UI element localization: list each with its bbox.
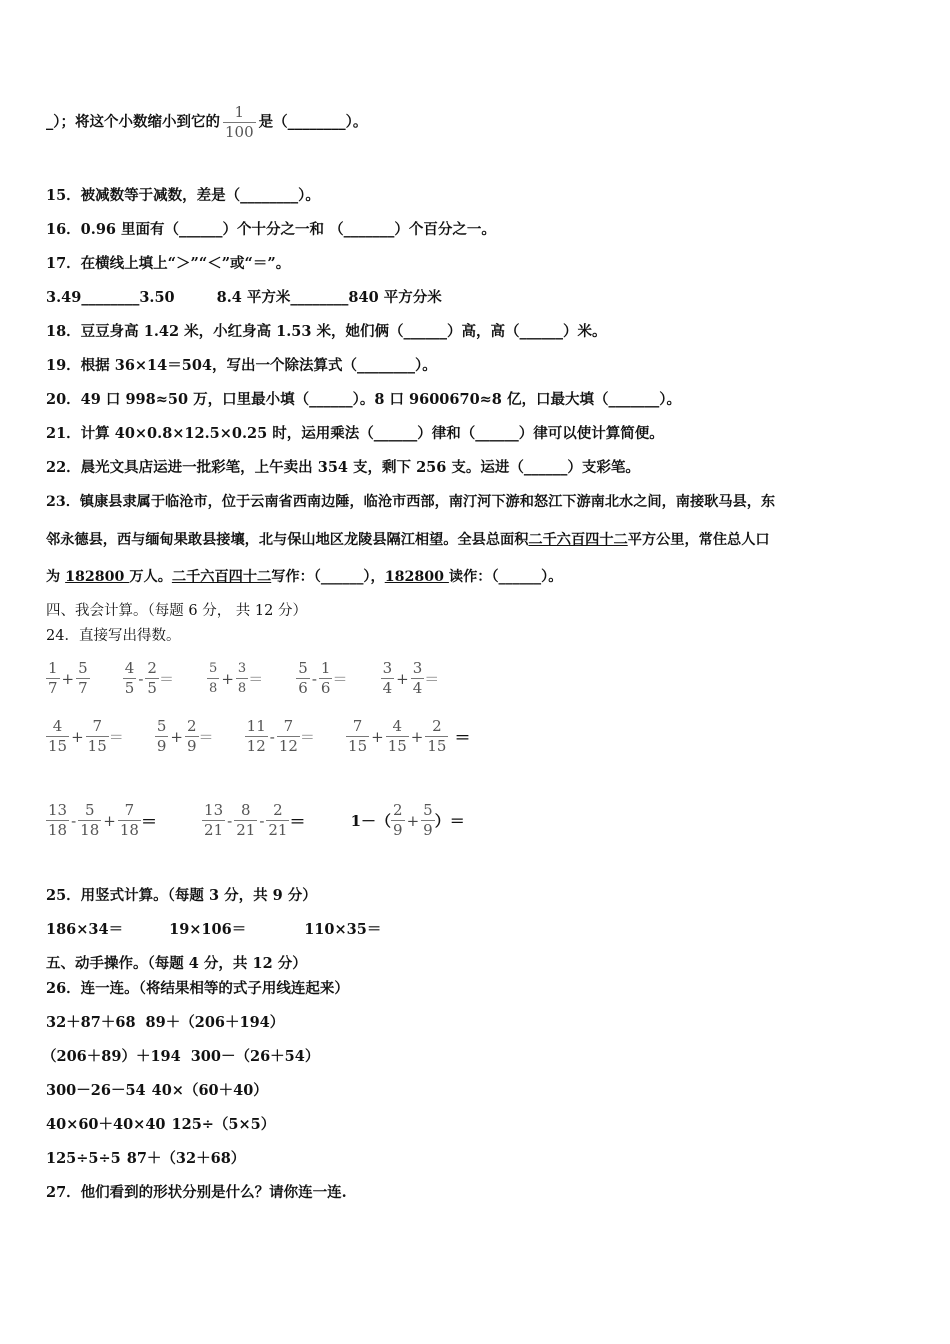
- fraction: $\frac{5}{9}$: [423, 801, 433, 839]
- expr: $\frac{4}{15}$ + $\frac{7}{15}$ ＝: [48, 717, 124, 755]
- fraction: $\frac{5}{6}$: [298, 659, 308, 697]
- fraction: $\frac{1}{6}$: [320, 659, 331, 697]
- question-17: 17．在横线上填上“＞”“＜”或“＝”。: [46, 255, 291, 272]
- fraction: $\frac{7}{12}$: [278, 717, 298, 755]
- match-row-5: 125÷5÷5 87＋（32＋68）: [46, 1150, 246, 1167]
- area-underlined-2: 二千六百四十二: [171, 569, 272, 585]
- expr: $\frac{3}{4}$ + $\frac{3}{4}$ ＝: [382, 659, 440, 697]
- question-23-line-1: 23．镇康县隶属于临沧市，位于云南省西南边陲，临沧市西部，南汀河下游和怒江下游南北水之间，南接耿马县，东: [46, 494, 776, 510]
- q14-suffix: 是（________）。: [258, 113, 368, 131]
- expr: $\frac{5}{6}$ - $\frac{1}{6}$ ＝: [298, 659, 348, 697]
- fraction: $\frac{2}{9}$: [393, 801, 403, 839]
- compare-item-1: 3.49________3.50: [46, 289, 175, 306]
- population-underlined-2: 182800: [384, 569, 449, 585]
- q14-tail: [46, 104, 367, 141]
- fraction: $\frac{13}{18}$: [48, 801, 68, 839]
- match-row-3: 300－26－54 40×（60＋40）: [46, 1082, 268, 1099]
- match-row-1: 32＋87＋68 89＋（206＋194）: [46, 1014, 285, 1031]
- question-25-items: 186×34＝ 19×106＝ 110×35＝: [46, 921, 382, 938]
- fraction: $\frac{5}{7}$: [78, 659, 88, 697]
- calc-row-2: [46, 718, 470, 755]
- fraction: $\frac{7}{18}$: [119, 801, 139, 839]
- expr: $\frac{7}{15}$ + $\frac{4}{15}$ + $\frac{2}{15}$ ＝: [348, 717, 471, 755]
- question-19: 19．根据 36×14＝504，写出一个除法算式（________）。: [46, 357, 437, 374]
- section-4-heading: 四、我会计算。（每题 6 分， 共 12 分）: [46, 603, 307, 619]
- question-26: 26．连一连。（将结果相等的式子用线连起来）: [46, 980, 349, 997]
- compare-item-2: 8.4 平方米________840 平方分米: [216, 289, 442, 306]
- question-23-line-3: 为 182800 万人。二千六百四十二写作：（______），182800 读作：（______）。: [46, 569, 563, 585]
- question-23-line-2: 邻永德县，西与缅甸果敢县接壤，北与保山地区龙陵县隔江相望。全县总面积二千六百四十二平方公里，常住总人口: [46, 532, 770, 548]
- fraction-1-100: $\frac{1}{100}$: [225, 103, 254, 141]
- expr: $\frac{13}{18}$ - $\frac{5}{18}$ + $\frac{7}{18}$ ＝: [48, 801, 157, 839]
- question-22: 22．晨光文具店运进一批彩笔，上午卖出 354 支，剩下 256 支。运进（______）支彩笔。: [46, 459, 640, 476]
- expr: $\frac{4}{5}$ - $\frac{2}{5}$ ＝: [124, 659, 174, 697]
- fraction: $\frac{13}{21}$: [204, 801, 224, 839]
- fraction: $\frac{7}{15}$: [348, 717, 368, 755]
- area-underlined: 二千六百四十二: [528, 532, 628, 548]
- fraction: $\frac{8}{21}$: [236, 801, 256, 839]
- fraction: $\frac{5}{18}$: [80, 801, 100, 839]
- fraction: $\frac{2}{15}$: [427, 717, 447, 755]
- expr: $\frac{1}{7}$ + $\frac{5}{7}$: [48, 659, 88, 697]
- fraction: $\frac{2}{9}$: [187, 717, 197, 755]
- fraction: $\frac{7}{15}$: [87, 717, 107, 755]
- question-27: 27．他们看到的形状分别是什么？请你连一连.: [46, 1184, 347, 1201]
- fraction: $\frac{4}{15}$: [387, 717, 407, 755]
- calc-row-1: [46, 660, 439, 697]
- question-24: 24．直接写出得数。: [46, 628, 181, 644]
- fraction: $\frac{4}{15}$: [48, 717, 68, 755]
- population-underlined: 182800: [65, 569, 130, 585]
- fraction: $\frac{5}{9}$: [156, 717, 167, 755]
- fraction: $\frac{3}{4}$: [382, 659, 393, 697]
- q14-prefix: _）；将这个小数缩小到它的: [46, 113, 220, 131]
- expr: $\frac{11}{12}$ - $\frac{7}{12}$ ＝: [246, 717, 315, 755]
- fraction: $\frac{3}{4}$: [412, 659, 423, 697]
- match-row-2: （206＋89）＋194 300－（26＋54）: [42, 1048, 320, 1065]
- expr: $\frac{5}{9}$ + $\frac{2}{9}$ ＝: [156, 717, 214, 755]
- fraction: $\frac{3}{8}$: [237, 661, 247, 696]
- question-17-items: [46, 288, 442, 308]
- question-20: 20．49 口 998≈50 万，口里最小填（______）。8 口 9600670≈8 亿，口最大填（_______）。: [46, 391, 681, 408]
- expr: 1－（ $\frac{2}{9}$ + $\frac{5}{9}$ ）＝: [350, 801, 465, 839]
- fraction: $\frac{2}{21}$: [268, 801, 288, 839]
- question-25: 25．用竖式计算。（每题 3 分，共 9 分）: [46, 887, 317, 904]
- match-row-4: 40×60＋40×40 125÷（5×5）: [46, 1116, 276, 1133]
- question-18: 18．豆豆身高 1.42 米，小红身高 1.53 米，她们俩（______）高，高（______）米。: [46, 323, 607, 340]
- section-5-heading: 五、动手操作。（每题 4 分，共 12 分）: [46, 955, 307, 972]
- fraction: $\frac{2}{5}$: [147, 659, 157, 697]
- fraction: $\frac{4}{5}$: [124, 659, 135, 697]
- fraction: $\frac{11}{12}$: [246, 717, 266, 755]
- question-16: 16．0.96 里面有（______）个十分之一和 （_______）个百分之一。: [46, 221, 496, 238]
- question-21: 21．计算 40×0.8×12.5×0.25 时，运用乘法（______）律和（______）律可以使计算简便。: [46, 425, 664, 442]
- expr: $\frac{13}{21}$ - $\frac{8}{21}$ - $\frac{2}{21}$ ＝: [204, 801, 306, 839]
- calc-row-3: [46, 802, 465, 839]
- fraction: $\frac{5}{8}$: [209, 661, 218, 696]
- expr: $\frac{5}{8}$ + $\frac{3}{8}$ ＝: [209, 661, 264, 696]
- fraction: $\frac{1}{7}$: [48, 659, 58, 697]
- question-15: 15．被减数等于减数，差是（________）。: [46, 187, 320, 204]
